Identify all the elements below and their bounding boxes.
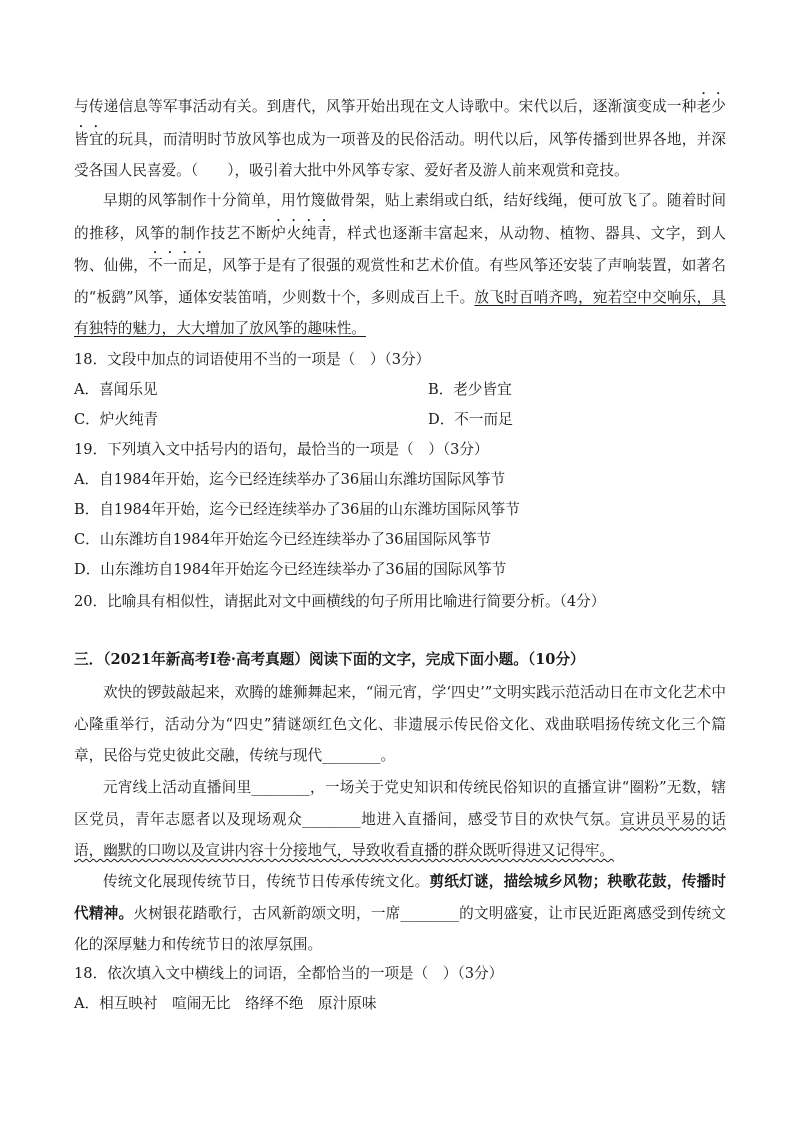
- passage-paragraph-2: [74, 185, 726, 345]
- text-span: ，样式也逐渐丰富起来，从动物、植物、器具、文字，到人物、仙佛，: [74, 224, 726, 274]
- text-span: ，风筝于是有了很强的观赏性和艺术价值。有些风筝还安装了声响装置，如著名的“板鹞”风筝，通体安装笛哨，少则数十个，多则成百上千。: [74, 257, 726, 306]
- text-span: 早期的风筝制作十分简单，用竹篾做骨架，贴上素绢或白纸，结好线绳，便可放飞了。随着时间的推移，风筝的制作技艺不断: [74, 192, 726, 242]
- option-c: C．炉火纯青: [74, 411, 159, 428]
- section-3-paragraph-3: [74, 866, 726, 961]
- section-3-paragraph-2: [74, 772, 726, 867]
- question-18-stem: 18．文段中加点的词语使用不当的一项是（ ）（3分）: [74, 351, 431, 368]
- dotted-phrase: 炉火纯青: [271, 224, 332, 242]
- question-19-option-a: A．自1984年开始，迄今已经连续举办了36届山东潍坊国际风筝节: [74, 471, 506, 488]
- text-span: 火树银花踏歌行，古风新韵颂文明，一席________的文明盛宴，让市民近距离感受到传统文化的深厚魅力和传统节日的浓厚氛围。: [74, 904, 726, 953]
- question-18b-stem: 18．依次填入文中横线上的词语，全都恰当的一项是（ ）（3分）: [74, 965, 504, 982]
- text-span: 与传递信息等军事活动有关。到唐代，风筝开始出现在文人诗歌中。宋代以后，逐渐演变成一种: [74, 98, 697, 115]
- bold-sentence: 剪纸灯谜，描绘城乡风物；秧歌花鼓，传播时代精神。: [74, 873, 726, 922]
- text-span: 传统文化展现传统节日，传统节日传承传统文化。: [103, 873, 430, 890]
- question-18-options-row-2: [74, 408, 726, 432]
- option-a: A．喜闻乐见: [74, 381, 158, 398]
- section-3-paragraph-1: 欢快的锣鼓敲起来，欢腾的雄狮舞起来，“闹元宵，学‘四史’”文明实践示范活动日在市文化艺术中心隆重举行，活动分为“四史”猜谜颂红色文化、非遗展示传民俗文化、戏曲联唱扬传统文化三个篇章，民俗与党史彼此交融，传统与现代________。: [74, 684, 726, 764]
- underlined-sentence: 放飞时百哨齐鸣，宛若空中交响乐，具有独特的魅力，大大增加了放风筝的趣味性。: [74, 288, 726, 337]
- question-19-option-b: B．自1984年开始，迄今已经连续举办了36届的山东潍坊国际风筝节: [74, 501, 520, 518]
- text-span: 元宵线上活动直播间里________，一场关于党史知识和传统民俗知识的直播宣讲“圈粉”无数，辖区党员，青年志愿者以及现场观众________地进入直播间，感受节目的欢快气氛。: [74, 779, 726, 828]
- question-19-option-d: D．山东潍坊自1984年开始迄今已经连续举办了36届的国际风筝节: [74, 561, 507, 578]
- text-span: 的玩具，而清明时节放风筝也成为一项普及的民俗活动。明代以后，风筝传播到世界各地，并深受各国人民喜爱。（ ），吸引着大批中外风筝专家、爱好者及游人前来观赏和竞技。: [74, 130, 726, 179]
- dotted-phrase: 不一而足: [148, 257, 208, 274]
- question-18-options-row-1: [74, 378, 726, 402]
- passage-paragraph-1: [74, 90, 726, 187]
- wavy-underlined-sentence: 宣讲员平易的话语，幽默的口吻以及宣讲内容十分接地气，导致收看直播的群众既听得进又记得牢。: [74, 810, 726, 859]
- option-d: D．不一而足: [428, 411, 513, 428]
- question-20-stem: 20．比喻具有相似性，请据此对文中画横线的句子所用比喻进行简要分析。（4分）: [74, 593, 606, 610]
- option-b: B．老少皆宜: [428, 381, 512, 398]
- section-3-heading: 三．（2021年新高考Ⅰ卷·高考真题）阅读下面的文字，完成下面小题。（10分）: [74, 651, 585, 668]
- question-19-stem: 19．下列填入文中括号内的语句，最恰当的一项是（ ）（3分）: [74, 441, 489, 458]
- question-18b-option-a: A．相互映衬 喧闹无比 络绎不绝 原汁原味: [74, 995, 377, 1012]
- dotted-phrase: 老少皆宜: [74, 98, 726, 148]
- question-19-option-c: C．山东潍坊自1984年开始迄今已经连续举办了36届国际风筝节: [74, 531, 492, 548]
